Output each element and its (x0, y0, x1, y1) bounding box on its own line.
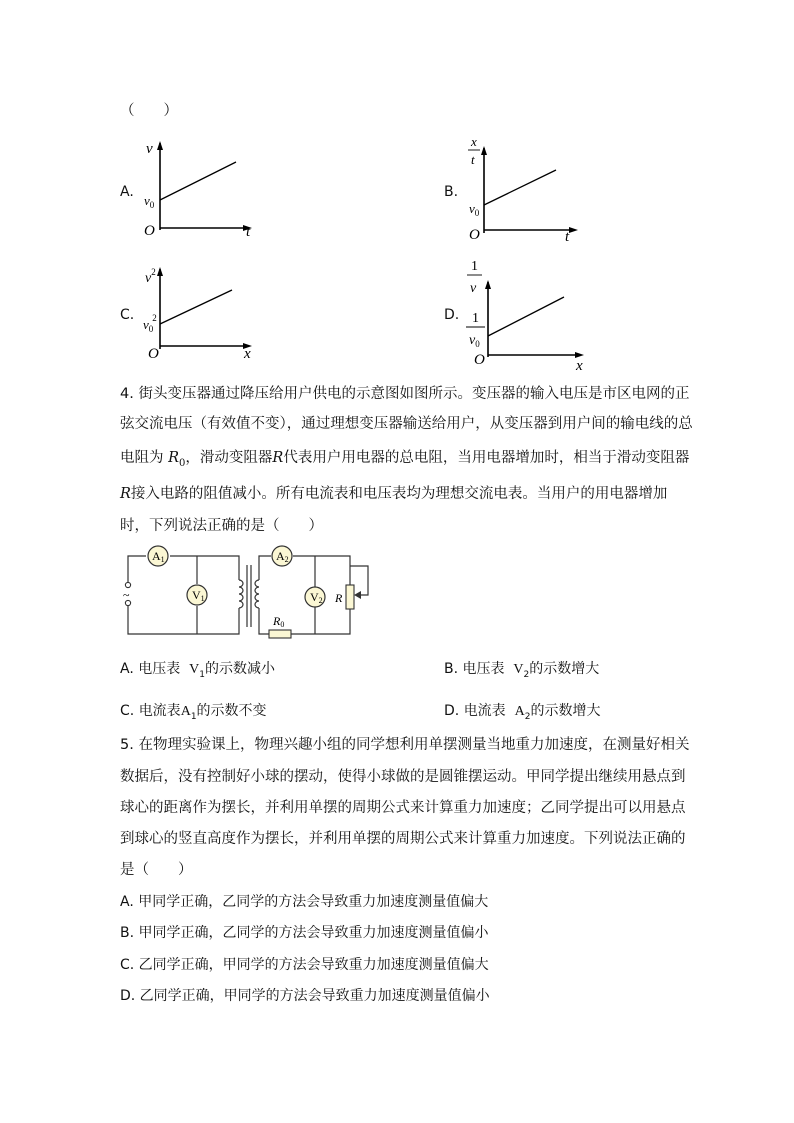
origin-label: O (144, 223, 155, 238)
q5-option-d: D. 乙同学正确，甲同学的方法会导致重力加速度测量值偏小 (120, 988, 490, 1004)
x-label: x (576, 358, 583, 374)
q4-option-a: A. 电压表 $V_1$的示数减小 (120, 661, 275, 680)
x-label: x (244, 346, 251, 362)
v0-label: v (144, 193, 150, 208)
y-label-sup: 2 (151, 267, 156, 277)
q4-text-line-3: 电阻为 $R_0$，滑动变阻器R代表用户用电器的总电阻，当用电器增加时，相当于滑动变阻器 (120, 450, 690, 469)
q5-option-b: B. 甲同学正确，乙同学的方法会导致重力加速度测量值偏小 (120, 925, 489, 941)
q5-option-c: C. 乙同学正确，甲同学的方法会导致重力加速度测量值偏大 (120, 957, 489, 973)
svg-text:v2 (145, 267, 156, 286)
v0-sub: 0 (148, 324, 154, 334)
q3-graph-a (140, 138, 265, 238)
y-label: v (145, 271, 152, 286)
y-axis-arrow (157, 141, 163, 150)
q3-graph-c (140, 264, 265, 364)
svg-text:R0 (272, 614, 284, 629)
r0-sub: 0 (179, 457, 186, 469)
q4-text-line-2: 弦交流电压（有效值不变），通过理想变压器输送给用户，从变压器到用户间的输电线的总 (120, 416, 693, 432)
svg-text:v0 (144, 193, 155, 210)
resistor-r0 (269, 630, 291, 638)
x-label: t (565, 229, 570, 243)
svg-text:v0 (469, 201, 480, 218)
q5-text-line-5: 是（ ） (120, 862, 193, 878)
y-axis-arrow (485, 280, 491, 289)
y-label-num: 1 (471, 259, 478, 274)
svg-text:V2: V2 (310, 590, 323, 605)
primary-top-right-wire (170, 556, 239, 580)
q5-text-line-4: 到球心的竖直高度作为摆长，并利用单摆的周期公式来计算重力加速度。下列说法正确的 (120, 831, 686, 847)
r-symbol: R (120, 486, 131, 502)
v0-sup: 2 (152, 313, 157, 323)
rheostat-slider-arrow (354, 591, 361, 599)
q4-text-line-5: 时，下列说法正确的是（ ） (120, 518, 323, 534)
svg-text:v0 (469, 333, 480, 349)
voltmeter-v2 (305, 587, 325, 607)
q3-graph-b (464, 133, 589, 243)
rheostat-r (346, 585, 354, 609)
v0-den: v (469, 333, 476, 348)
voltmeter-v1 (187, 585, 207, 605)
r0-sub: 0 (280, 620, 285, 629)
v0-label: v (143, 317, 149, 332)
graph-line (488, 297, 564, 336)
q4-transformer-circuit (118, 545, 388, 645)
svg-text:v02 (143, 313, 157, 334)
origin-label: O (469, 227, 480, 243)
primary-bottom-wire (128, 605, 239, 634)
graph-line (160, 162, 236, 200)
r0-label: R (273, 614, 281, 628)
y-label-den: t (471, 152, 475, 167)
y-axis-arrow (481, 146, 487, 155)
q3-answer-paren: （ ） (120, 103, 178, 119)
q4-option-b: B. 电压表 $V_2$的示数增大 (444, 661, 600, 680)
svg-text:V1: V1 (192, 588, 205, 603)
svg-text:A1: A1 (152, 549, 165, 564)
q5-text-line-1: 5. 在物理实验课上，物理兴趣小组的同学想利用单摆测量当地重力加速度，在测量好相关 (120, 737, 690, 753)
origin-label: O (474, 352, 485, 368)
q5-text-line-2: 数据后，没有控制好小球的摆动，使得小球做的是圆锥摆运动。甲同学提出继续用悬点到 (120, 769, 686, 785)
ac-symbol: ~ (123, 588, 130, 602)
q3-option-b-letter: B. (444, 184, 459, 200)
r-symbol: R (272, 450, 284, 466)
q4-text-line-4: R接入电路的阻值减小。所有电流表和电压表均为理想交流电表。当用户的用电器增加 (120, 486, 668, 502)
v0-den-sub: 0 (475, 339, 480, 349)
x-label: t (246, 224, 251, 238)
x-axis-arrow (569, 227, 578, 233)
q3-option-d-letter: D. (444, 307, 460, 323)
graph-line (160, 290, 232, 324)
ammeter-a2 (272, 546, 292, 566)
secondary-coil (255, 580, 259, 608)
secondary-bottom-right-wire (291, 609, 350, 634)
q3-option-c-letter: C. (120, 307, 135, 323)
r-label: R (335, 591, 343, 605)
secondary-bottom-left-wire (259, 608, 269, 634)
v0-label: v (469, 201, 475, 216)
r0-symbol: R (168, 450, 180, 466)
q4-option-c: C. 电流表$A_1$的示数不变 (120, 703, 267, 722)
y-label-num: x (471, 134, 477, 149)
ac-terminal-top (125, 582, 130, 587)
y-label: v (146, 141, 153, 157)
q3-option-a-letter: A. (120, 184, 134, 200)
q4-option-d: D. 电流表 $A_2$的示数增大 (444, 703, 601, 722)
svg-text:A2: A2 (276, 549, 289, 564)
y-axis-arrow (157, 267, 163, 276)
origin-label: O (148, 346, 159, 362)
q5-option-a: A. 甲同学正确，乙同学的方法会导致重力加速度测量值偏大 (120, 894, 489, 910)
primary-top-left-wire (128, 556, 146, 582)
q4-text-line-1: 4. 街头变压器通过降压给用户供电的示意图如图所示。变压器的输入电压是市区电网的正 (120, 386, 690, 402)
graph-line (484, 170, 556, 205)
v0-sub: 0 (474, 208, 480, 218)
v0-sub: 0 (149, 200, 155, 210)
q5-text-line-3: 球心的距离作为摆长，并利用单摆的周期公式来计算重力加速度；乙同学提出可以用悬点 (120, 800, 686, 816)
secondary-top-right-wire (293, 556, 350, 585)
y-label-den: v (470, 281, 477, 296)
ammeter-a1 (148, 546, 168, 566)
primary-coil (239, 580, 243, 608)
q3-graph-d (462, 254, 592, 374)
secondary-top-left-wire (259, 556, 271, 580)
v0-num: 1 (472, 311, 479, 326)
